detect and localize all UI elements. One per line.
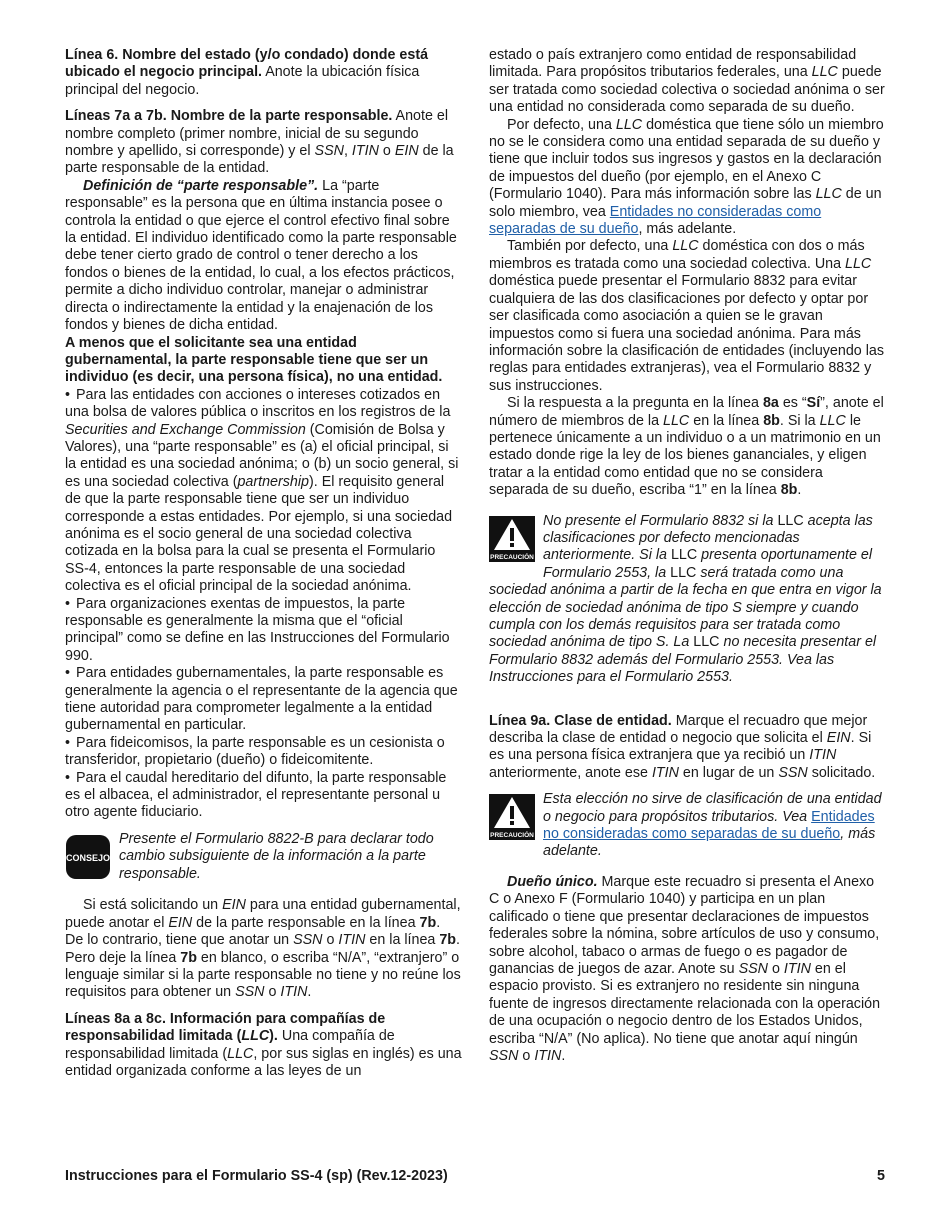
bullet-item: • Para organizaciones exentas de impuestos, la parte responsable es generalmente la misma que el “oficial principal” como se define en las Instrucciones del Formulario 990.	[65, 596, 462, 666]
disregarded-entities-link[interactable]: Entidades no consideradas como separadas de su dueño	[489, 203, 822, 238]
line6-heading: Línea 6. Nombre del estado (y/o condado) donde está ubicado el negocio principal.	[65, 47, 429, 81]
definition-heading: Definición de “parte responsable”.	[83, 177, 319, 194]
caution-badge-label: PRECAUCIÓN	[490, 553, 534, 561]
tip-icon	[65, 834, 111, 885]
bullet-item: • Para fideicomisos, la parte responsable es un cesionista o transferidor, propietario (dueño) o fideicomitente.	[65, 735, 462, 770]
line7-heading: Líneas 7a a 7b. Nombre de la parte responsable.	[65, 108, 393, 125]
caution-badge-label: PRECAUCIÓN	[490, 832, 534, 840]
line9a-paragraph: Línea 9a. Clase de entidad. Marque el recuadro que mejor describa la clase de entidad o negocio que solicita el EIN. Si es una persona física extranjera que ya recibió un ITIN anteriormente, anote ese ITIN en lugar de un SSN solicitado.	[489, 712, 876, 781]
caution-text: Esta elección no sirve de clasificación de una entidad o negocio para propósitos tributarios. Vea Entidades no consideradas como separadas de su dueño, más adelante.	[543, 791, 882, 860]
caution-icon	[489, 516, 535, 567]
line6-paragraph: Línea 6. Nombre del estado (y/o condado) donde está ubicado el negocio principal. Anote la ubicación física principal del negocio.	[65, 47, 429, 98]
line8-heading: Líneas 8a a 8c. Información para compañías de responsabilidad limitada (LLC).	[65, 1010, 386, 1045]
multi-member-paragraph: También por defecto, una LLC doméstica con dos o más miembros es tratada como una sociedad colectiva. Una LLC doméstica puede presentar el Formulario 8832 para evitar cualquiera de las dos clasificaciones por defecto y optar por ser clasificada como asociación a quien se le gravan impuestos como si fuera una sociedad anónima. Para más información sobre la clasificación de entidades (incluyendo las reglas para entidades extranjeras), vea el Formulario 8832 y sus instrucciones.	[489, 238, 884, 394]
tip-badge-label: CONSEJO	[65, 852, 111, 863]
tip-text: Presente el Formulario 8822-B para declarar todo cambio subsiguiente de la información a la parte responsable.	[119, 830, 434, 882]
line7-paragraph: Líneas 7a a 7b. Nombre de la parte responsable. Anote el nombre completo (primer nombre, inicial de su segundo nombre y apellido, si corresponde) y el SSN, ITIN o EIN de la parte responsable de la entidad.	[65, 108, 454, 177]
sole-proprietor-heading: Dueño único.	[507, 873, 598, 890]
government-paragraph: Si está solicitando un EIN para una entidad gubernamental, puede anotar el EIN de la parte responsable en la línea 7b. De lo contrario, tiene que anotar un SSN o ITIN en la línea 7b. Pero deje la línea 7b en blanco, o escriba “N/A”, “extranjero” o lenguaje similar si la parte responsable no tiene y no reúne los requisitos para obtener un SSN o ITIN.	[65, 897, 461, 1001]
members-count-paragraph: Si la respuesta a la pregunta en la línea 8a es “Sí”, anote el número de miembros de la LLC en la línea 8b. Si la LLC le pertenece únicamente a un individuo o a un matrimonio en un estado donde rige la ley de los bienes gananciales, y eligen tratar a la entidad como entidad que no se considera separada de su dueño, escriba “1” en la línea 8b.	[489, 395, 884, 499]
llc-continuation-paragraph: estado o país extranjero como entidad de responsabilidad limitada. Para propósitos tributarios federales, una LLC puede ser tratada como sociedad colectiva o sociedad anónima o ser una entidad no considerada como separada de su dueño.	[489, 47, 885, 116]
footer-title: Instrucciones para el Formulario SS-4 (sp) (Rev.12-2023)	[65, 1168, 448, 1184]
tip-callout	[65, 831, 462, 885]
sole-proprietor-paragraph: Dueño único. Marque este recuadro si presenta el Anexo C o Anexo F (Formulario 1040) y participa en un plan calificado o tiene que presentar declaraciones de impuestos federales sobre la nómina, sobre artículos de uso y consumo, sobre alcohol, tabaco o armas de fuego o es pagador de ganancias de juegos de azar. Anote su SSN o ITIN en el espacio provisto. Si es extranjero no residente sin ninguna fuente de ingresos directamente relacionada con la operación de una ocupación o negocio dentro de los Estados Unidos, escriba “N/A” (No aplica). No tiene que anotar aquí ningún SSN o ITIN.	[489, 873, 881, 1064]
right-column	[489, 47, 886, 1065]
left-column	[65, 47, 462, 1080]
definition-bold-note: A menos que el solicitante sea una entidad gubernamental, la parte responsable tiene que ser un individuo (es decir, una persona física), no una entidad.	[65, 334, 443, 386]
caution-callout	[489, 513, 886, 687]
page-footer	[65, 1168, 885, 1184]
line8-paragraph: Líneas 8a a 8c. Información para compañías de responsabilidad limitada (LLC). Una compañía de responsabilidad limitada (LLC, por sus siglas en inglés) es una entidad organizada conforme a las leyes de un	[65, 1010, 462, 1079]
bullet-item: • Para entidades gubernamentales, la parte responsable es generalmente la agencia o el representante de la agencia que tiene autoridad para comprometer legalmente a la entidad gubernamental en particular.	[65, 665, 462, 735]
disregarded-entities-link[interactable]: Entidades no consideradas como separadas de su dueño	[543, 808, 875, 843]
caution-text: No presente el Formulario 8832 si la LLC acepta las clasificaciones por defecto mencionadas anteriormente. Si la LLC presenta oportunamente el Formulario 2553, la LLC será tratada como una sociedad anónima a partir de la fecha en que entra en vigor la elección de sociedad anónima de tipo S siempre y cuando cumpla con los demás requisitos para ser tratada como sociedad anónima de tipo S. La LLC no necesita presentar el Formulario 8832 además del Formulario 2553. Vea las Instrucciones para el Formulario 2553.	[489, 512, 882, 686]
caution-callout	[489, 791, 886, 861]
bullet-item: • Para las entidades con acciones o intereses cotizados en una bolsa de valores pública o inscritos en los registros de la Securities and Exchange Commission (Comisión de Bolsa y Valores), una “parte responsable” es (a) el oficial principal, si la entidad es una sociedad anónima; o (b) un socio general, si es una sociedad colectiva (partnership). El requisito general de que la parte responsable tiene que ser un individuo corresponde a estas entidades. Por ejemplo, si una sociedad anónima es el socio general de una sociedad colectiva cotizada en la bolsa para la cual se presenta el Formulario SS-4, entonces la parte responsable de una sociedad colectiva es el oficial principal de la sociedad anónima.	[65, 387, 462, 596]
single-member-paragraph: Por defecto, una LLC doméstica que tiene sólo un miembro no se le considera como una entidad separada de su dueño y tiene que incluir todos sus ingresos y gastos en la declaración de impuestos del dueño (por ejemplo, en el Anexo C (Formulario 1040). Para más información sobre las LLC de un solo miembro, vea Entidades no consideradas como separadas de su dueño, más adelante.	[489, 116, 884, 238]
page-number: 5	[877, 1168, 885, 1184]
caution-icon	[489, 794, 535, 845]
line9a-heading: Línea 9a. Clase de entidad.	[489, 712, 672, 729]
definition-paragraph: Definición de “parte responsable”. La “parte responsable” es la persona que en última instancia posee o controla la entidad o que ejerce el control efectivo final sobre la entidad. El individuo identificado como la parte responsable debe tener cierto grado de control o tener derecho a los fondos o bienes de la entidad, lo cual, a los efectos prácticos, permite a dicho individuo controlar, manejar o administrar directa o indirectamente la entidad y la enajenación de los fondos y bienes de dicha entidad.	[65, 177, 457, 334]
bullet-item: • Para el caudal hereditario del difunto, la parte responsable es el albacea, el administrador, el representante personal u otro agente fiduciario.	[65, 770, 462, 822]
